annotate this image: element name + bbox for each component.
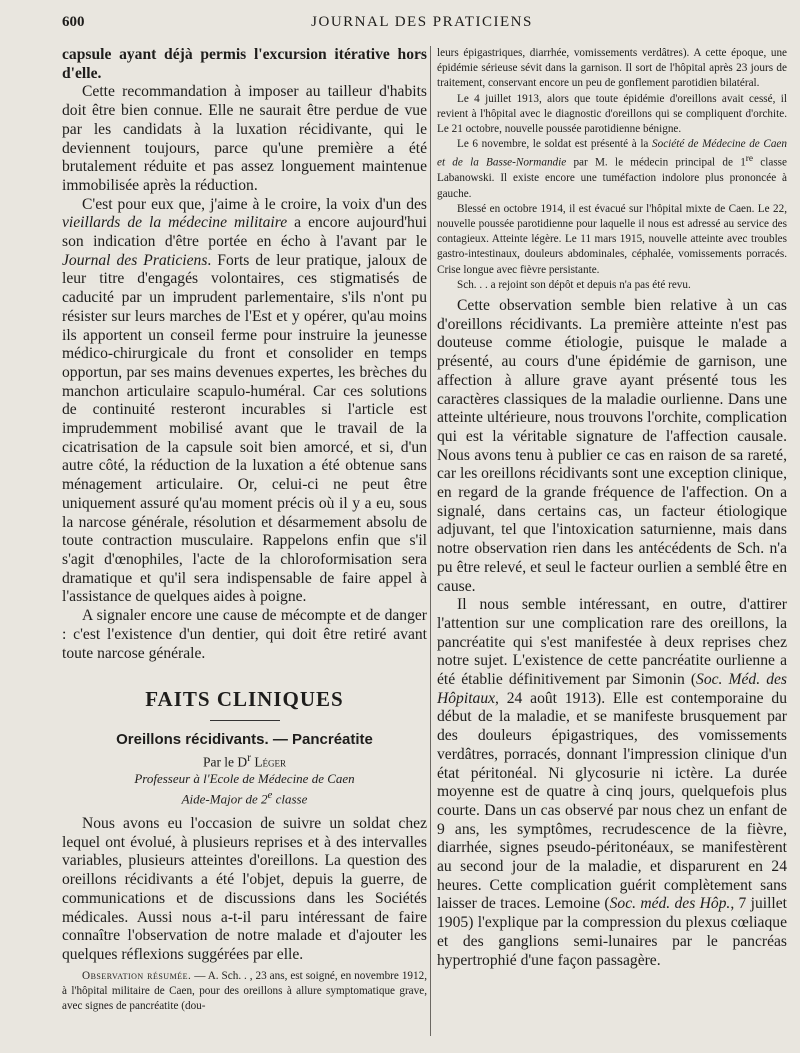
paragraph-continuation: capsule ayant déjà permis l'excursion itérative hors d'elle. (62, 46, 427, 82)
observation-1914: Blessé en octobre 1914, il est évacué sur l'hôpital mixte de Caen. Le 22, nouvelle poussée parotidienne pour laquelle il nous est adressé au service des contagieux. Atteinte légère. Le 11 mars 1915, nouvelle atteinte avec troubles gastro-intestinaux, douleurs abdominales, céphalée, vomissements porracés. Crise longue avec fièvre persistante. (437, 202, 787, 276)
paragraph-veterans (62, 196, 427, 607)
paragraph-denture: A signaler encore une cause de mécompte et de danger : c'est l'existence d'un dentier, qui doit être retiré avant toute narcose générale. (62, 607, 427, 662)
affiliation-block (62, 771, 427, 807)
text-run: par M. le médecin principal de 1 (566, 157, 746, 170)
observation-text: — A. Sch. . , 23 ans, est soigné, en novembre 1912, à l'hôpital militaire de Caen, pour des oreillons à allure symptomatique grave, avec signes de pancréatite (dou- (62, 969, 427, 1013)
paragraph-tailor: Cette recommandation à imposer au tailleur d'habits doit être bien connue. Elle ne saurait être perdue de vue par les candidats à la luxation récidivante, qui le deviennent toujours, parce qu'une première a été brutalement réduite et pas assez longuement maintenue immobilisée après la réduction. (62, 83, 427, 194)
text-run: Le 6 novembre, le soldat est présenté à la (457, 138, 653, 151)
page-header (62, 14, 782, 36)
society-name: Société de Médecine de Caen et de la Basse-Normandie (437, 138, 787, 170)
observation-july-1913: Le 4 juillet 1913, alors que toute épidémie d'oreillons avait cessé, il revient à l'hôpital avec le diagnostic d'oreillons qui se compliquent d'orchite. Le 21 octobre, nouvelle poussée parotidienne bénigne. (437, 92, 787, 136)
title-rule (210, 720, 280, 721)
affil-sup: e (267, 788, 273, 801)
affil-text: Aide-Major de 2 (181, 791, 268, 807)
affil-text: classe (272, 791, 308, 807)
citation-simonin: Soc. Méd. des Hôpitaux (437, 671, 787, 707)
byline-sup: r (247, 752, 251, 765)
section-heading-block (62, 687, 427, 807)
ordinal-sup: re (745, 154, 754, 165)
byline (62, 752, 427, 771)
text-run: C'est pour eux que, j'aime à le croire, la voix d'un des (82, 195, 427, 213)
column-divider (430, 46, 431, 1036)
left-column (62, 46, 427, 1014)
section-title: FAITS CLINIQUES (145, 687, 344, 712)
journal-reference: Journal des Praticiens (62, 251, 208, 269)
text-run: Il nous semble intéressant, en outre, d'attirer l'attention sur une complication rare des oreillons, la pancréatite qui s'est manifestée à deux reprises chez notre sujet. L'existence de cette pancréatite ourlienne a été établie définitivement par Simonin ( (437, 596, 787, 689)
right-column (437, 46, 787, 970)
text-run: , 7 juillet 1905) l'explique par la compression du plexus cœliaque et des ganglions semi-lunaires par le pancréas hypertrophié d'une façon passagère. (437, 895, 787, 969)
observation-november (437, 137, 787, 202)
byline-prefix: Par le D (202, 754, 248, 770)
author-name: Léger (254, 754, 287, 770)
running-title: JOURNAL DES PRATICIENS (311, 14, 533, 30)
observation-label: Observation résumée. (82, 969, 192, 982)
observation-end: Sch. . . a rejoint son dépôt et depuis n'a pas été revu. (457, 278, 691, 291)
citation-lemoine: Soc. méd. des Hôp. (609, 895, 731, 913)
observation-continued: leurs épigastriques, diarrhée, vomissements verdâtres). A cette époque, une épidémie sérieuse sévit dans la garnison. Il sort de l'hôpital après 23 jours de traitement, conservant encore un peu de gonflement parotidien bilatéral. (437, 47, 787, 90)
text-run: , 24 août 1913). Elle est contemporaine du début de la maladie, et se manifeste brusquement par des douleurs épigastriques, des vomissements verdâtres, porracés, donnant l'impression clinique d'un état péritonéal. Ni glycosurie ni ictère. La durée moyenne est de quatre à cinq jours, quelquefois plus courte. Dans un cas observé par nous chez un enfant de 9 ans, les symptômes, recrudescence de la fièvre, diarrhée, signes pseudo-péritonéaux, se manifestèrent au second jour de la maladie, et disparurent en 24 heures. Cette complication guérit complètement sans laisser de traces. Lemoine ( (437, 689, 787, 913)
article-title: Oreillons récidivants. — Pancréatite (116, 731, 373, 749)
italic-phrase: vieillards de la médecine militaire (62, 214, 288, 232)
text-run: . Forts de leur pratique, jaloux de leur titre d'engagés volontaires, ces stigmatisés de caducité par un imprudent parlementaire, s'ils n'ont pu résister sur leurs marches de l'Est et y opérer, qu'au moins ils apportent un conseil ferme pour instruire la jeunesse médico-chirurgicale du front et consolider en temps opportun, par ses mains devenues expertes, les brèches du manchon articulaire scapulo-huméral. Car ces solutions de continuité resteront incurables si l'article est imprudemment mobilisé avant que le travail de la cicatrisation de la capsule soit bien amorcé, et si, d'un autre côté, la réduction de la luxation a été obtenue sans ménagement articulaire. Or, celui-ci ne peut être uniquement assuré qu'au moment précis où il y a eu, sous la narcose générale, résolution et désarmement absolu de toute contraction musculaire. Rappelons enfin que s'il s'agit d'œnophiles, l'acte de la chloroformisation sera dramatique et qu'il sera indispensable de faire appel à l'assistance de quelques aides à poigne. (62, 251, 427, 606)
text-run: classe Labanowski. Il existe encore une tuméfaction indolore plus prononcée à gauche. (437, 157, 787, 200)
observation-summary (62, 969, 427, 1015)
paragraph-intro: Nous avons eu l'occasion de suivre un soldat chez lequel ont évolué, à plusieurs reprises et à des intervalles variables, plusieurs atteintes d'oreillons. La question des oreillons récidivants a été l'objet, depuis la guerre, de communications et de discussions dans les Sociétés médicales. Aussi nous a-t-il paru intéressant de faire connaître l'observation de notre malade et d'ajouter les quelques réflexions suggérées par elle. (62, 815, 427, 963)
affiliation-line-1: Professeur à l'Ecole de Médecine de Caen (134, 770, 355, 786)
paragraph-pancreatitis (437, 596, 787, 970)
page-number: 600 (62, 14, 85, 30)
paragraph-discussion: Cette observation semble bien relative à un cas d'oreillons récidivants. La première atteinte n'est pas douteuse comme étiologie, puisque le malade a présenté, au cours d'une épidémie de garnison, une affection à allure grave ayant présenté tous les caractères classiques de la maladie ourlienne. Dans une atteinte ultérieure, nous trouvons l'orchite, complication qui est la véritable signature de l'affection causale. Nous avons tenu à publier ce cas en raison de sa rareté, car les oreillons récidivants sont une exception clinique, en regard de la grande fréquence de l'affection. On a signalé, dans certains cas, un facteur étiologique adjuvant, tel que l'intoxication saturnienne, mais dans notre observation rien dans les antécédents de Sch. n'a pu être relevé, et seul le facteur ourlien a semblé être en cause. (437, 296, 787, 595)
affiliation-line-2 (62, 787, 427, 807)
text-run: a encore aujourd'hui son indication d'être portée en écho à l'avant par le (62, 214, 427, 251)
